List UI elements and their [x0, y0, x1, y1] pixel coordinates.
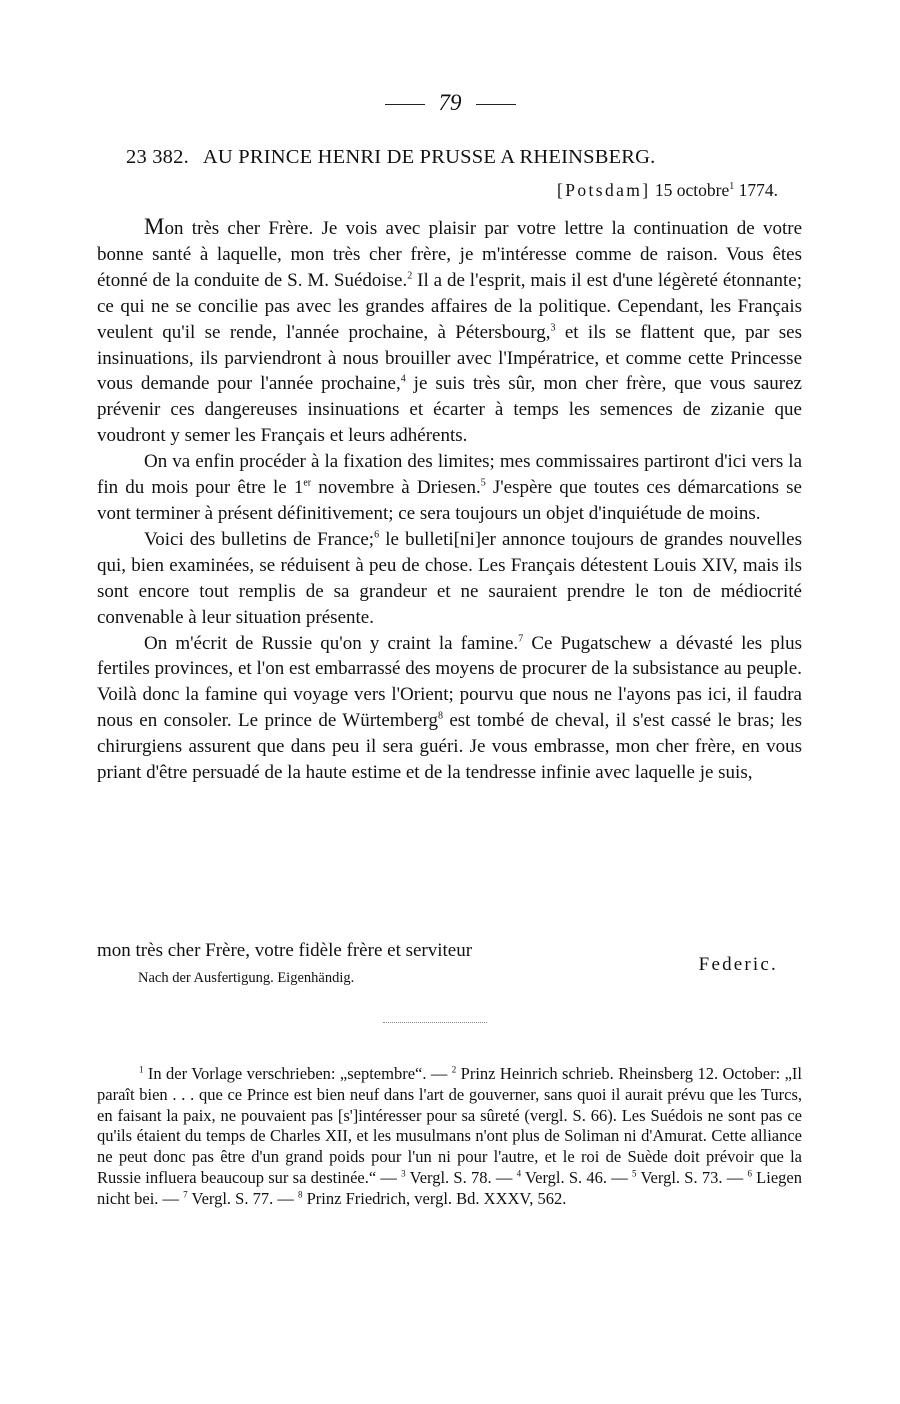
letter-year: 1774. — [738, 180, 778, 200]
footnote-mark-8: 8 — [297, 1189, 303, 1200]
page-number: 79 — [438, 90, 462, 115]
footnote-ref-8[interactable]: 8 — [437, 710, 443, 722]
footnotes — [97, 1064, 802, 1210]
footnote-ref-5[interactable]: 5 — [480, 477, 486, 489]
footnote-mark-6: 6 — [747, 1168, 752, 1179]
paragraph-text: est tombé de cheval, il s'est cassé le bras; les chirurgiens assurent que dans peu il sera guéri. Je vous embrasse, mon cher frère, en vous priant d'être persuadé de la haute estime et de la tendresse infinie avec laquelle je suis, — [97, 710, 802, 784]
paragraph-text: on très cher Frère. Je vois avec plaisir par votre lettre la continuation de votre bonne santé à laquelle, mon très cher frère, je m'intéresse comme de raison. Vous êtes étonné de la conduite de S. M. Suédoise. — [97, 218, 802, 291]
ordinal-suffix: er — [303, 477, 312, 489]
footnote-mark-1: 1 — [139, 1064, 144, 1075]
footnote-text-7: Vergl. S. 77. — — [187, 1188, 298, 1208]
footnote-ref-3[interactable]: 3 — [550, 322, 556, 334]
letter-number: 23 382. — [126, 146, 189, 168]
paragraph-1 — [97, 214, 802, 449]
paragraph-4 — [97, 631, 802, 786]
paragraph-text: et ils se flattent que, par ses insinuations, ils parviendront à nous brouiller avec l'Impératrice, et comme cette Princesse vous demande pour l'année prochaine, — [97, 321, 802, 395]
header-dash-right — [476, 104, 516, 105]
footnote-separator — [383, 1022, 487, 1023]
letter-body — [97, 214, 802, 786]
paragraph-2 — [97, 449, 802, 527]
footnote-text-3: Vergl. S. 78. — — [405, 1167, 517, 1187]
footnotes-paragraph — [97, 1064, 802, 1210]
paragraph-text: J'espère que toutes ces démarcations se vont terminer à présent définitivement; ce sera toujours un objet d'inquiétude de moins. — [97, 477, 802, 524]
footnote-text-4: Vergl. S. 46. — — [521, 1167, 633, 1187]
paragraph-text: Ce Pugatschew a dévasté les plus fertiles provinces, et l'on est embarrassé des moyens de procurer de la subsistance au peuple. Voilà donc la famine qui voyage vers l'Orient; pourvu que nous ne l'ayons pas ici, il faudra nous en consoler. Le prince de Würtemberg — [97, 632, 802, 732]
source-note: Nach der Ausfertigung. Eigenhändig. — [138, 970, 355, 986]
footnote-text-6: Liegen nicht bei. — — [97, 1167, 802, 1208]
letter-date: 15 octobre — [654, 180, 730, 200]
footnote-ref-1[interactable]: 1 — [729, 181, 735, 193]
footnote-mark-5: 5 — [632, 1168, 637, 1179]
letter-title: AU PRINCE HENRI DE PRUSSE A RHEINSBERG. — [202, 146, 656, 168]
paragraph-text: On m'écrit de Russie qu'on y craint la famine. — [144, 632, 519, 654]
initial-letter: M — [144, 214, 165, 239]
ordinal-number: 1 — [293, 477, 304, 499]
paragraph-text: Voici des bulletins de France; — [144, 528, 375, 550]
footnote-ref-2[interactable]: 2 — [407, 270, 413, 282]
paragraph-text: le bulleti[ni]er annonce toujours de grandes nouvelles qui, bien examinées, se réduisent à peu de chose. Les Français détestent Louis XIV, mais ils sont encore tout remplis de sa grandeur et ne sauraient prendre le ton de médiocrité convenable à leur situation présente. — [97, 528, 803, 628]
footnote-ref-6[interactable]: 6 — [374, 529, 380, 541]
footnote-ref-4[interactable]: 4 — [400, 374, 406, 386]
paragraph-text: novembre à Driesen. — [311, 477, 481, 499]
footnote-text-8: Prinz Friedrich, vergl. Bd. XXXV, 562. — [302, 1188, 567, 1208]
page-header — [0, 90, 900, 116]
paragraph-text: je suis très sûr, mon cher frère, que vous saurez prévenir ces dangereuses insinuations et écarter à temps les semences de zizanie que voudront y semer les Français et leurs adhérents. — [97, 373, 802, 447]
footnote-text-2: Prinz Heinrich schrieb. Rheinsberg 12. October: „Il paraît bien . . . que ce Prince est bien neuf dans l'art de gouverner, sans quoi il aurait prévu que les Turcs, en faisant la paix, ne pouvaient pas [s']intéresser pour sa sûreté (vergl. S. 66). Les Suédois ne sont pas ce qu'ils étaient du temps de Charles XII, et les musulmans n'ont plus de Soliman ni d'Amurat. Cette alliance ne peut donc pas être d'un grand poids pour l'un ni pour l'autre, et le roi de Suède doit prévoir que la Russie influera beaucoup sur sa destinée.“ — — [97, 1064, 803, 1187]
footnote-mark-4: 4 — [516, 1168, 522, 1179]
closing-line: mon très cher Frère, votre fidèle frère et serviteur — [97, 940, 473, 961]
signature: Federic. — [698, 954, 778, 975]
footnote-mark-7: 7 — [183, 1189, 188, 1200]
paragraph-3 — [97, 527, 802, 631]
paragraph-text: On va enfin procéder à la fixation des limites; mes commissaires partiront d'ici vers la fin du mois pour être le — [97, 451, 802, 499]
footnote-mark-3: 3 — [401, 1168, 406, 1179]
footnote-text-1: In der Vorlage verschrieben: „septembre“. — — [143, 1064, 452, 1083]
dateline — [557, 180, 778, 201]
letter-place: [Potsdam] — [556, 180, 651, 200]
letter-heading — [126, 146, 786, 169]
footnote-ref-7[interactable]: 7 — [518, 633, 524, 645]
footnote-mark-2: 2 — [451, 1064, 457, 1075]
footnote-text-5: Vergl. S. 73. — — [636, 1167, 748, 1187]
paragraph-text: Il a de l'esprit, mais il est d'une légèreté étonnante; ce qui ne se concilie pas avec les grandes affaires de la politique. Cependant, les Français veulent qu'il se rende, l'année prochaine, à Pétersbourg, — [97, 269, 803, 343]
header-dash-left — [385, 104, 425, 105]
